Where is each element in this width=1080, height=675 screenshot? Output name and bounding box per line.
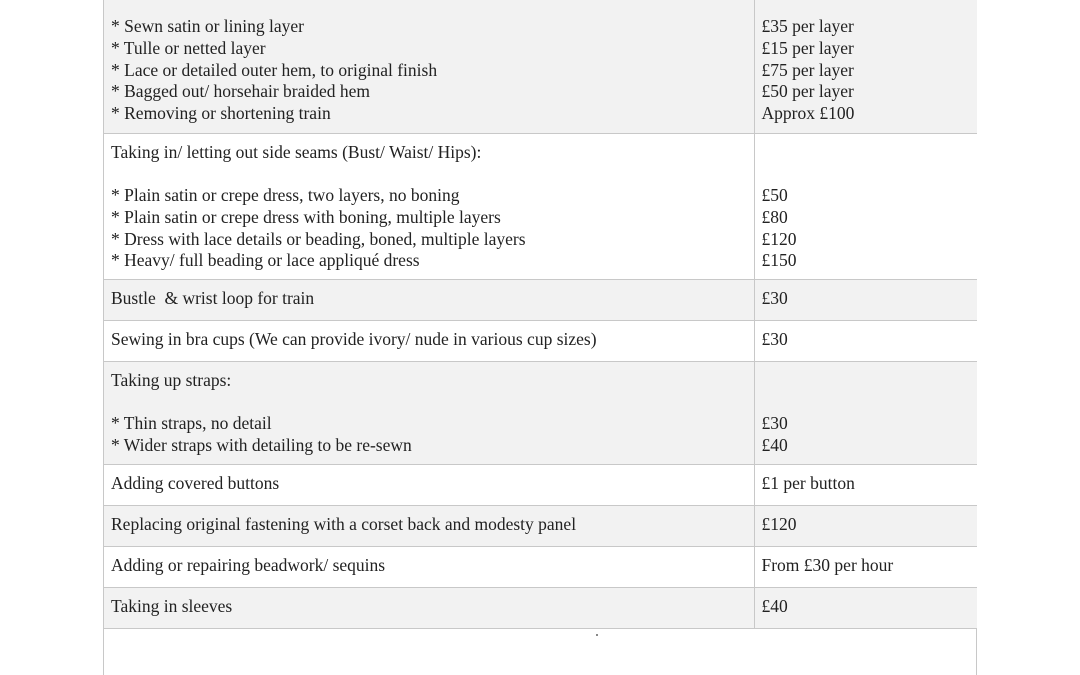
service-price: £80: [761, 206, 788, 227]
service-item: Taking in sleeves: [111, 595, 233, 616]
service-description-cell: [104, 320, 754, 361]
table-row: [104, 546, 977, 587]
service-description-cell: [104, 361, 754, 464]
service-description-cell: [104, 0, 754, 133]
service-price: £120: [761, 228, 797, 249]
table-row: [104, 133, 977, 279]
table-row: [104, 279, 977, 320]
service-price: £15 per layer: [761, 37, 854, 58]
service-description-cell: [104, 546, 754, 587]
service-item: Bustle & wrist loop for train: [111, 287, 315, 308]
service-item: * Wider straps with detailing to be re-sewn: [111, 434, 412, 455]
table-row: [104, 361, 977, 464]
price-cell: [754, 464, 977, 505]
service-price: Approx £100: [761, 103, 855, 124]
price-cell: [754, 505, 977, 546]
price-cell: [754, 133, 977, 279]
service-item: Adding covered buttons: [111, 472, 280, 493]
service-description-cell: [104, 587, 754, 628]
service-item: Sewing in bra cups (We can provide ivory/ nude in various cup sizes): [111, 328, 597, 349]
price-cell: [754, 0, 977, 133]
service-description-cell: [104, 279, 754, 320]
service-item: * Sewn satin or lining layer: [111, 16, 304, 36]
service-item: * Plain satin or crepe dress with boning, multiple layers: [111, 206, 501, 227]
table-row: [104, 587, 977, 628]
service-item: * Plain satin or crepe dress, two layers, no boning: [111, 185, 460, 206]
table-row: [104, 464, 977, 505]
service-description-cell: [104, 133, 754, 279]
table-row: [104, 0, 977, 133]
service-item: * Tulle or netted layer: [111, 37, 266, 58]
service-item: Replacing original fastening with a corset back and modesty panel: [111, 513, 577, 534]
service-price: £50: [761, 185, 788, 206]
service-item: Adding or repairing beadwork/ sequins: [111, 554, 386, 575]
service-item: * Removing or shortening train: [111, 103, 331, 124]
service-price: £120: [761, 513, 797, 534]
service-description-cell: [104, 505, 754, 546]
table-row: [104, 505, 977, 546]
table-row: [104, 320, 977, 361]
stray-dot: [596, 634, 598, 636]
service-price: £30: [761, 328, 788, 349]
price-cell: [754, 546, 977, 587]
price-cell: [754, 587, 977, 628]
service-item: * Bagged out/ horsehair braided hem: [111, 81, 371, 102]
service-price: £30: [761, 413, 788, 434]
service-price: From £30 per hour: [761, 554, 894, 575]
service-price: £1 per button: [761, 472, 855, 493]
service-item: * Thin straps, no detail: [111, 413, 272, 434]
service-price: £40: [761, 434, 788, 455]
price-list-page: [103, 0, 977, 675]
service-price: £40: [761, 595, 788, 616]
blank-line: [762, 163, 978, 185]
service-price: £150: [761, 250, 797, 271]
blank-line: [111, 391, 754, 413]
service-price: £30: [761, 287, 788, 308]
alterations-price-table: [104, 0, 977, 629]
service-price: £35 per layer: [761, 16, 854, 36]
service-price: £75 per layer: [761, 59, 854, 80]
service-price: £50 per layer: [761, 81, 854, 102]
service-description-cell: [104, 464, 754, 505]
price-cell: [754, 320, 977, 361]
blank-line: [762, 370, 978, 392]
service-heading: Taking up straps:: [111, 369, 232, 390]
service-item: * Dress with lace details or beading, boned, multiple layers: [111, 228, 526, 249]
service-heading: Taking in/ letting out side seams (Bust/ Waist/ Hips):: [111, 141, 482, 162]
blank-line: [762, 142, 978, 164]
price-cell: [754, 361, 977, 464]
service-item: * Lace or detailed outer hem, to original finish: [111, 59, 438, 80]
blank-line: [111, 163, 754, 185]
price-cell: [754, 279, 977, 320]
service-item: * Heavy/ full beading or lace appliqué dress: [111, 250, 420, 271]
blank-line: [762, 391, 978, 413]
